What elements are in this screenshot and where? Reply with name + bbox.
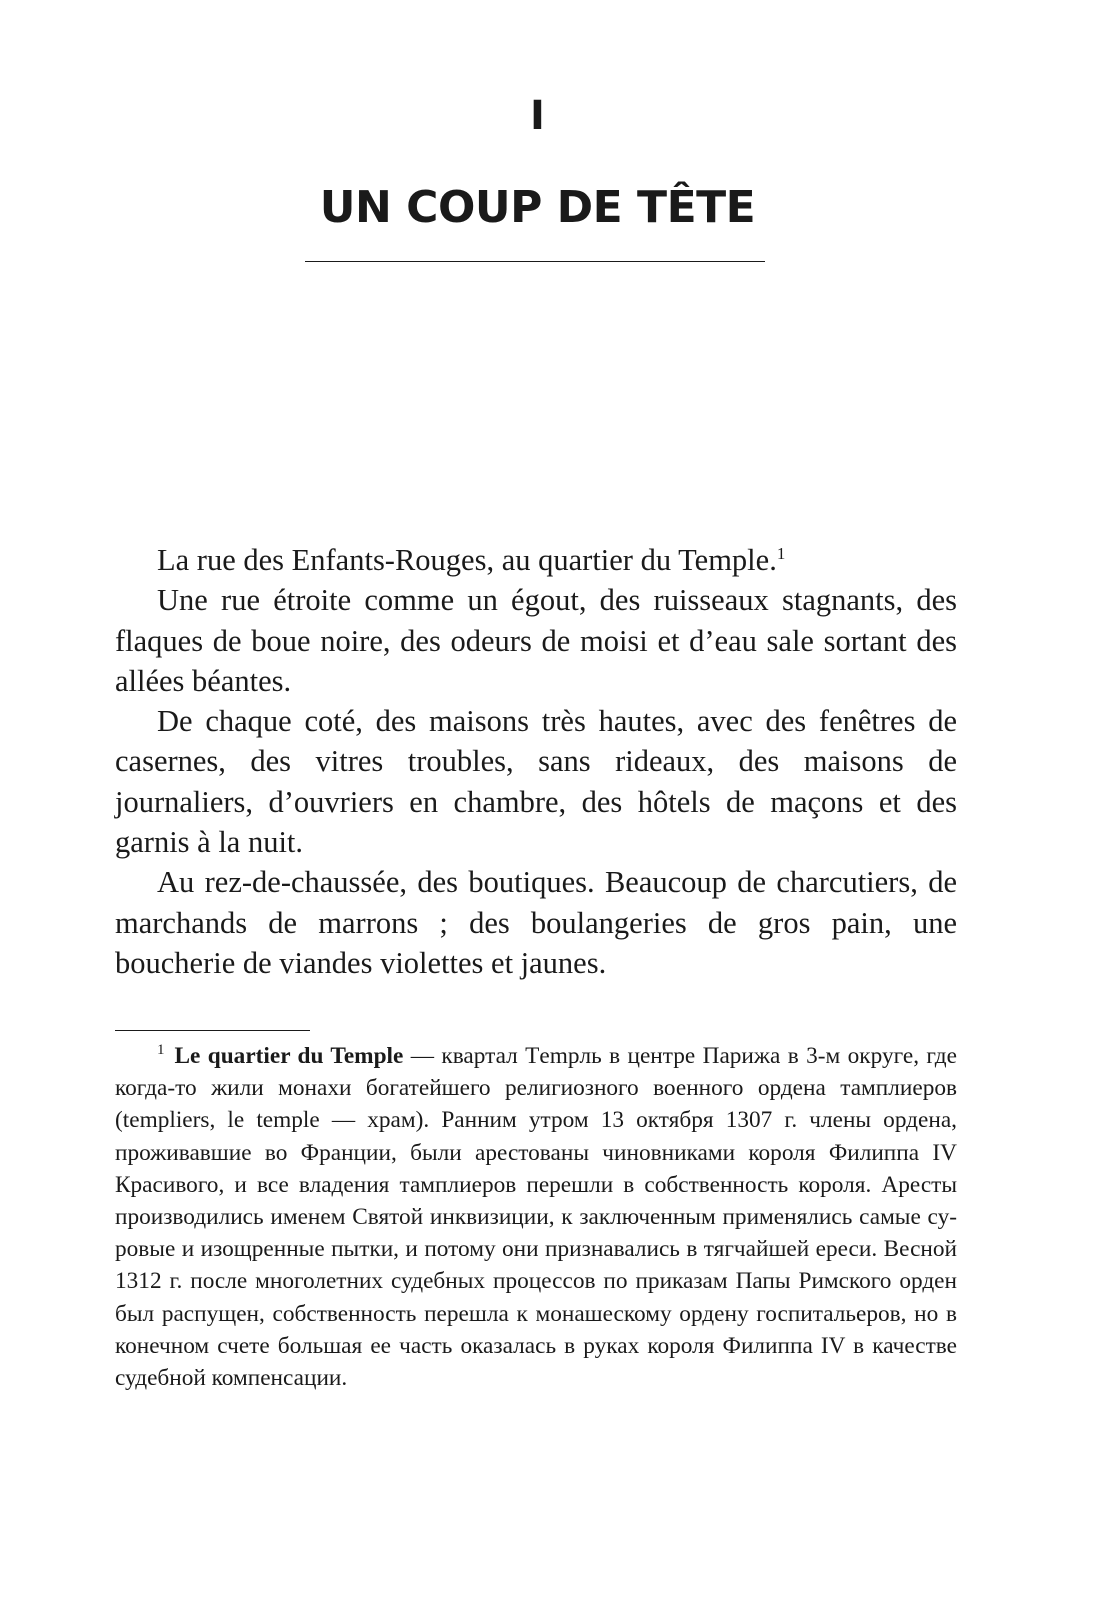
title-divider xyxy=(305,261,765,262)
footnote-text: — квартал Тempль в центре Парижа в 3-м округе, где когда-то жили монахи богатейшего религиозного военного ордена тамплиеров (templiers, le temple — храм). Ранним утром 13 октября 1307 г. члены ордена, проживавшие во Франции, были арестованы чиновниками короля Филиппа IV Красивого, и все владения тамплиеров перешли в собственность короля. Аресты производились именем Святой инквизиции, к заключенным применялись самые суровые и изощренные пытки, и потому они признавались в тягчайшей ереси. Весной 1312 г. после многолетних судебных процессов по приказам Папы Римского орден был распущен, собственность перешла к монашескому ордену госпитальеров, но в конечном счете большая ее часть оказалась в руках короля Филиппа IV в качестве судебной компенсации. xyxy=(115,1043,957,1392)
main-text xyxy=(115,540,957,983)
footnote-reference: 1 xyxy=(776,543,786,563)
paragraph-3: De chaque coté, des maisons très hautes, avec des fenêtres de casernes, des vitres troubles, sans rideaux, des maisons de journaliers, d’ouvriers en chambre, des hôtels de maçons et des garnis à la nuit. xyxy=(115,704,957,860)
paragraph-1 xyxy=(115,540,957,580)
chapter-title: UN COUP DE TÊTE xyxy=(319,182,756,233)
footnote-paragraph xyxy=(115,1040,957,1394)
paragraph-4: Au rez-de-chaussée, des boutiques. Beaucoup de charcutiers, de marchands de marrons ; des boulangeries de gros pain, une boucherie de viandes violettes et jaunes. xyxy=(115,865,957,980)
chapter-number: I xyxy=(530,93,545,139)
footnote-term: Le quartier du Temple xyxy=(174,1043,404,1069)
footnote-marker: 1 xyxy=(157,1042,165,1059)
footnote xyxy=(115,1040,957,1394)
footnote-divider xyxy=(115,1030,310,1031)
paragraph-1-text: La rue des Enfants-Rouges, au quartier du Temple. xyxy=(157,543,777,577)
paragraph-2: Une rue étroite comme un égout, des ruisseaux stagnants, des flaques de boue noire, des odeurs de moisi et d’eau sale sortant des allées béantes. xyxy=(115,583,957,698)
